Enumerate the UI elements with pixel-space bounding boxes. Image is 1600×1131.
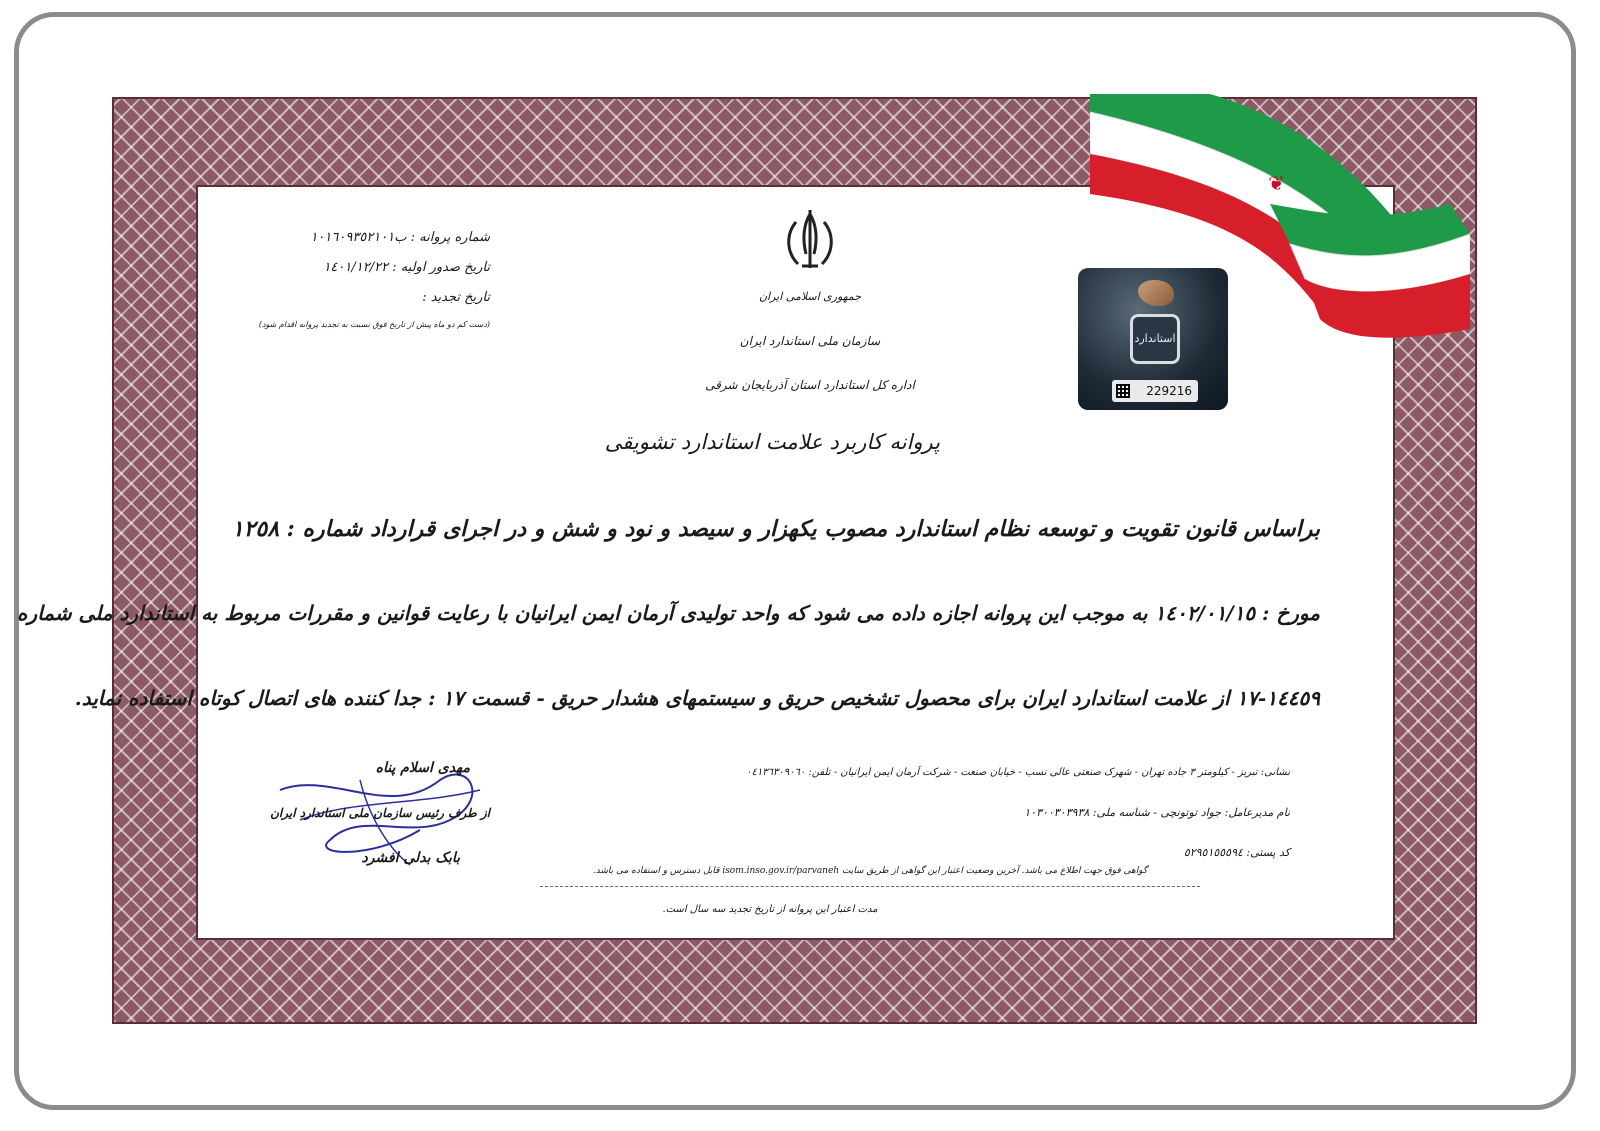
certificate-title: پروانه کاربرد علامت استاندارد تشویقی xyxy=(604,430,940,454)
body-line-2: مورخ : ١٤٠٢/٠١/١٥ به موجب این پروانه اجازه داده می شود که واحد تولیدی آرمان ایمن ایرانیان با رعایت قوانین و مقررات مربوط به استاندارد ملی شماره xyxy=(17,601,1320,625)
manager-info: نام مدیرعامل: جواد توتونچی - شناسه ملی: ١٠٣٠٠٣٠٣٩٣٨ xyxy=(1024,806,1290,819)
company-address: نشانی: تبریز - کیلومتر ٣ جاده تهران - شهرک صنعتی عالی نسب - خیابان صنعت - شرکت آرمان ایمن ایرانیان - تلفن: ٠٤١٣٦٣٠٩٠٦٠ xyxy=(746,767,1290,778)
verification-note: گواهی فوق جهت اطلاع می باشد. آخرین وضعیت اعتبار این گواهی از طریق سایت isom.inso.gov.ir/parvaneh قابل دسترس و استفاده می باشد. xyxy=(592,866,1148,876)
hologram-qr-icon xyxy=(1116,384,1130,398)
signer-role: از طرف رئیس سازمان ملی استاندارد ایران xyxy=(270,806,490,820)
postal-code: کد پستی: ٥٢٩٥١٥٥٥٩٤ xyxy=(1183,846,1290,859)
hologram-number: 229216 xyxy=(1146,384,1192,398)
country-name: جمهوری اسلامی ایران xyxy=(758,290,862,303)
iran-emblem-icon xyxy=(780,208,840,276)
footer-divider xyxy=(540,886,1200,887)
license-number: شماره پروانه : ب١٠١‍٦٠٩٣٥٢١٠١ xyxy=(310,230,490,245)
validity-note: مدت اعتبار این پروانه از تاریخ تجدید سه سال است. xyxy=(662,904,878,915)
organization-name: سازمان ملی استاندارد ایران xyxy=(739,334,881,348)
first-issue-date: تاریخ صدور اولیه : ١٤٠١/١٢/٢٢ xyxy=(323,260,490,275)
renewal-note: (دست کم دو ماه پیش از تاریخ فوق نسبت به تجدید پروانه اقدام شود) xyxy=(258,320,490,329)
hologram-logo-mark: استاندارد xyxy=(1130,314,1180,364)
body-line-3: ١٤٤٥٩-١٧ از علامت استاندارد ایران برای محصول تشخیص حریق و سیستمهای هشدار حریق - قسمت ١٧ : جدا کننده های اتصال کوتاه استفاده نماید. xyxy=(74,686,1320,710)
svg-text:❦: ❦ xyxy=(1268,171,1285,195)
standard-hologram-icon xyxy=(1078,268,1228,410)
hologram-label xyxy=(1112,380,1198,402)
signer-name-2: بابک بدلی افشرد xyxy=(361,850,460,866)
office-name: اداره کل استاندارد استان آذربایجان شرقی xyxy=(705,378,915,392)
body-line-1: براساس قانون تقویت و توسعه نظام استاندارد مصوب یکهزار و سیصد و نود و شش و در اجرای قرارداد شماره : ١٢٥٨ xyxy=(231,516,1320,542)
hologram-map xyxy=(1138,280,1174,306)
renewal-date: تاریخ تجدید : xyxy=(422,290,490,305)
signer-name: مهدی اسلام پناه xyxy=(375,760,470,776)
